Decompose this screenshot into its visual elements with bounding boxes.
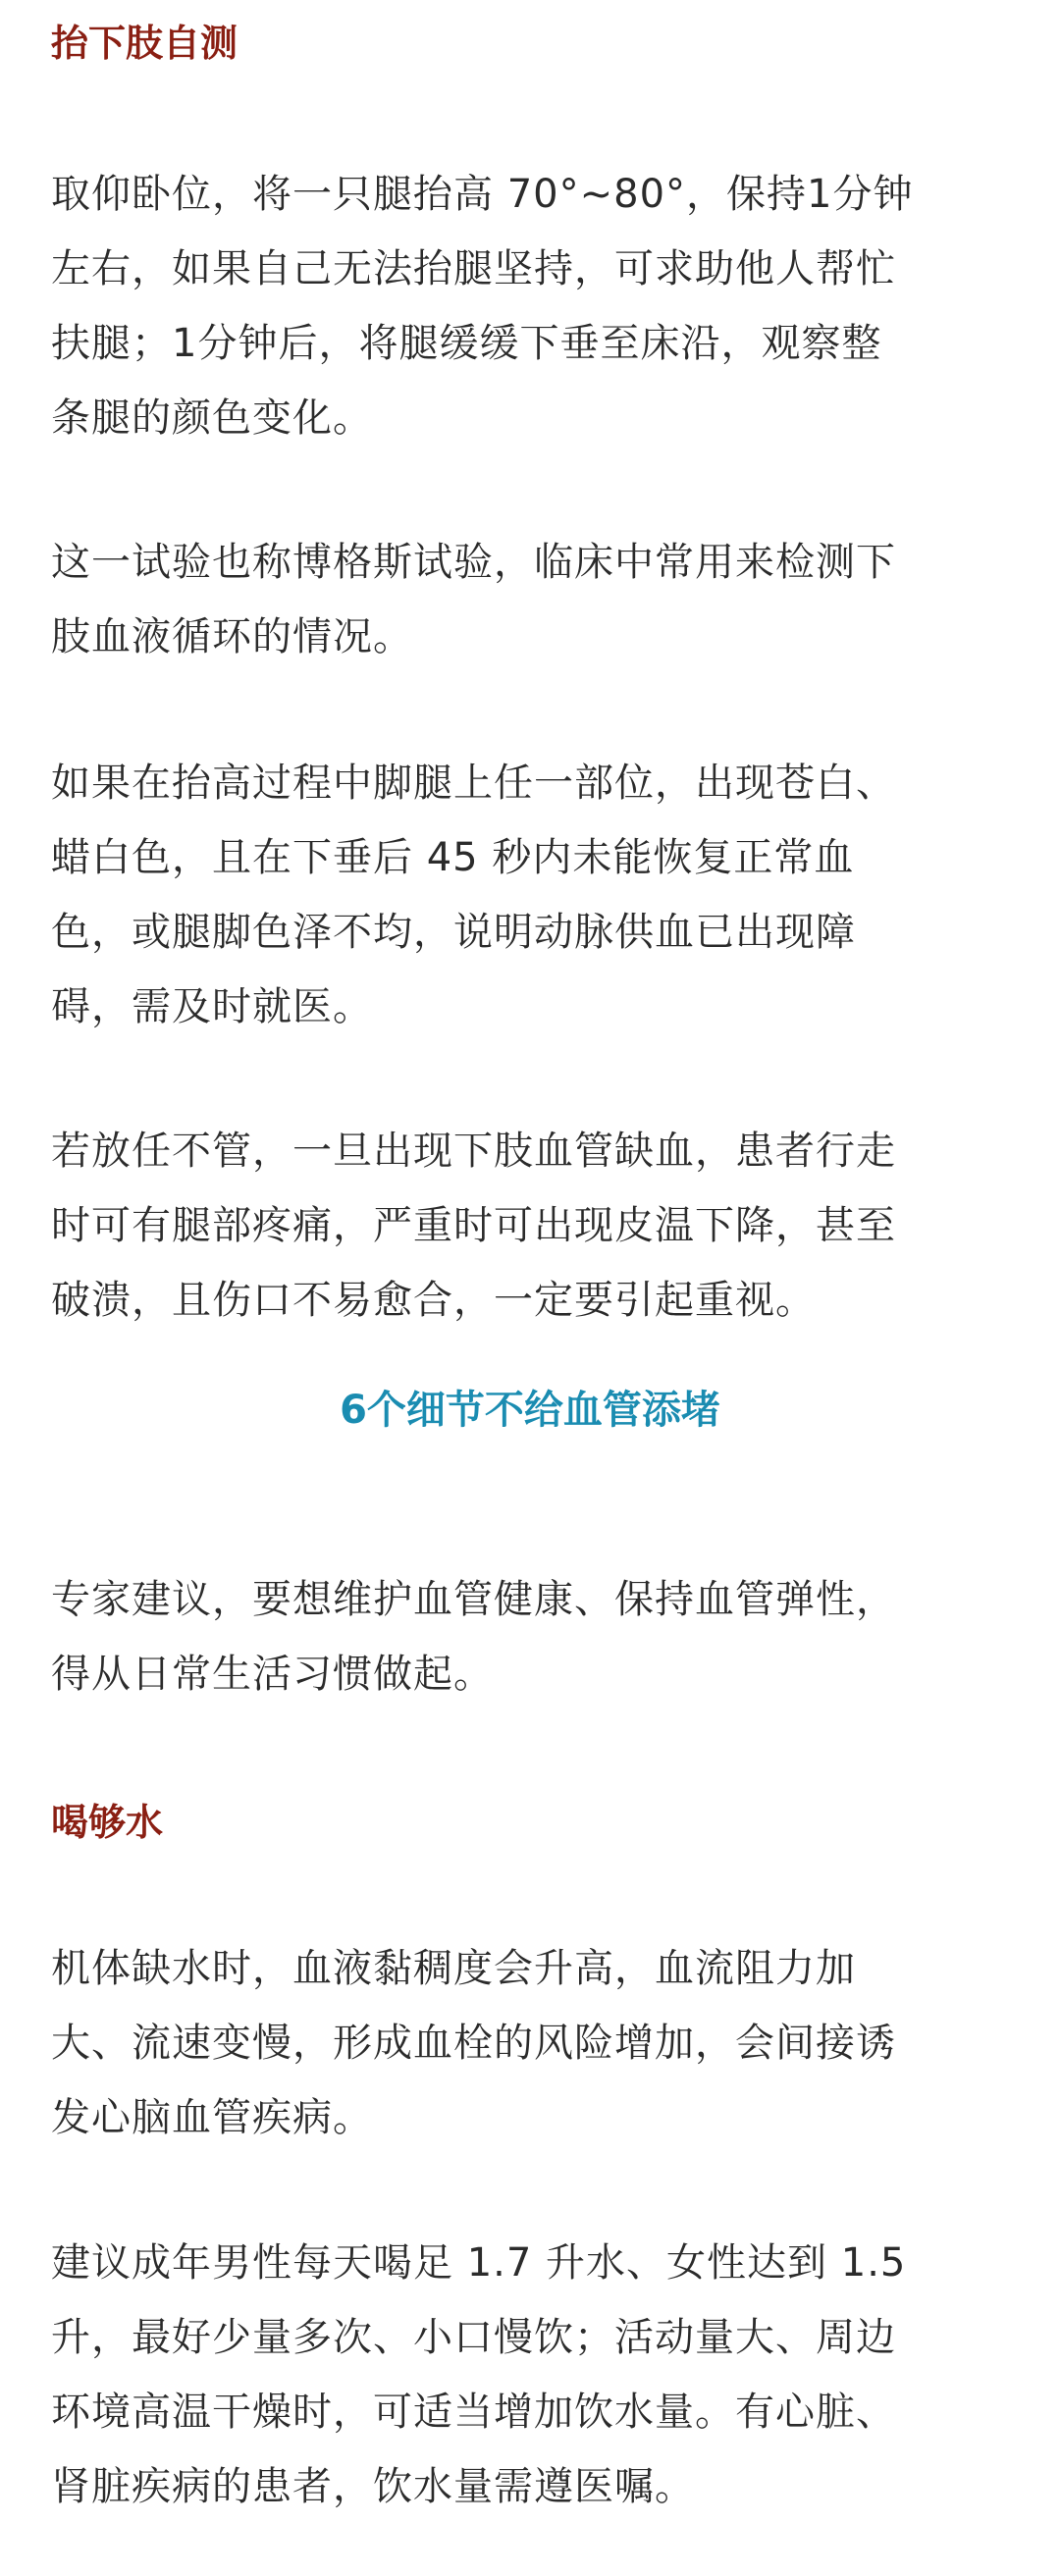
text-line: 这一试验也称博格斯试验，临床中常用来检测下 (51, 540, 896, 585)
text-line: 破溃，且伤口不易愈合，一定要引起重视。 (51, 1278, 816, 1323)
text-line: 大、流速变慢，形成血栓的风险增加，会间接诱 (51, 2021, 896, 2066)
section-heading-drink-water: 喝够水 (51, 1801, 164, 1844)
text-line: 色，或腿脚色泽不均，说明动脉供血已出现障 (51, 910, 856, 955)
paragraph-expert-advice (51, 1562, 1009, 1711)
paragraph-leg-test-name (51, 525, 1009, 674)
text-line: 肢血液循环的情况。 (51, 614, 413, 659)
section-heading-leg-test: 抬下肢自测 (51, 22, 238, 65)
text-line: 肾脏疾病的患者，饮水量需遵医嘱。 (51, 2464, 695, 2509)
section-heading-six-details: 6个细节不给血管添堵 (340, 1388, 720, 1433)
text-line: 蜡白色，且在下垂后 45 秒内未能恢复正常血 (51, 835, 855, 880)
paragraph-leg-test-method (51, 157, 1009, 455)
text-line: 如果在抬高过程中脚腿上任一部位，出现苍白、 (51, 761, 896, 806)
paragraph-leg-test-result (51, 746, 1009, 1044)
text-line: 左右，如果自己无法抬腿坚持，可求助他人帮忙 (51, 246, 896, 291)
text-line: 取仰卧位，将一只腿抬高 70°~80°，保持1分钟 (51, 172, 914, 217)
text-line: 若放任不管，一旦出现下肢血管缺血，患者行走 (51, 1129, 896, 1174)
paragraph-leg-test-warning (51, 1114, 1009, 1338)
text-line: 时可有腿部疼痛，严重时可出现皮温下降，甚至 (51, 1203, 896, 1248)
text-line: 环境高温干燥时，可适当增加饮水量。有心脏、 (51, 2390, 896, 2435)
text-line: 碍，需及时就医。 (51, 984, 373, 1029)
text-line: 得从日常生活习惯做起。 (51, 1652, 494, 1697)
text-line: 扶腿；1分钟后，将腿缓缓下垂至床沿，观察整 (51, 321, 882, 366)
text-line: 建议成年男性每天喝足 1.7 升水、女性达到 1.5 (51, 2240, 907, 2286)
text-line: 升，最好少量多次、小口慢饮；活动量大、周边 (51, 2315, 896, 2360)
text-line: 专家建议，要想维护血管健康、保持血管弹性， (51, 1577, 896, 1622)
text-line: 发心脑血管疾病。 (51, 2095, 373, 2140)
paragraph-dehydration (51, 1931, 1009, 2155)
paragraph-water-recommendation (51, 2226, 1009, 2524)
text-line: 机体缺水时，血液黏稠度会升高，血流阻力加 (51, 1946, 856, 1991)
text-line: 条腿的颜色变化。 (51, 395, 373, 441)
